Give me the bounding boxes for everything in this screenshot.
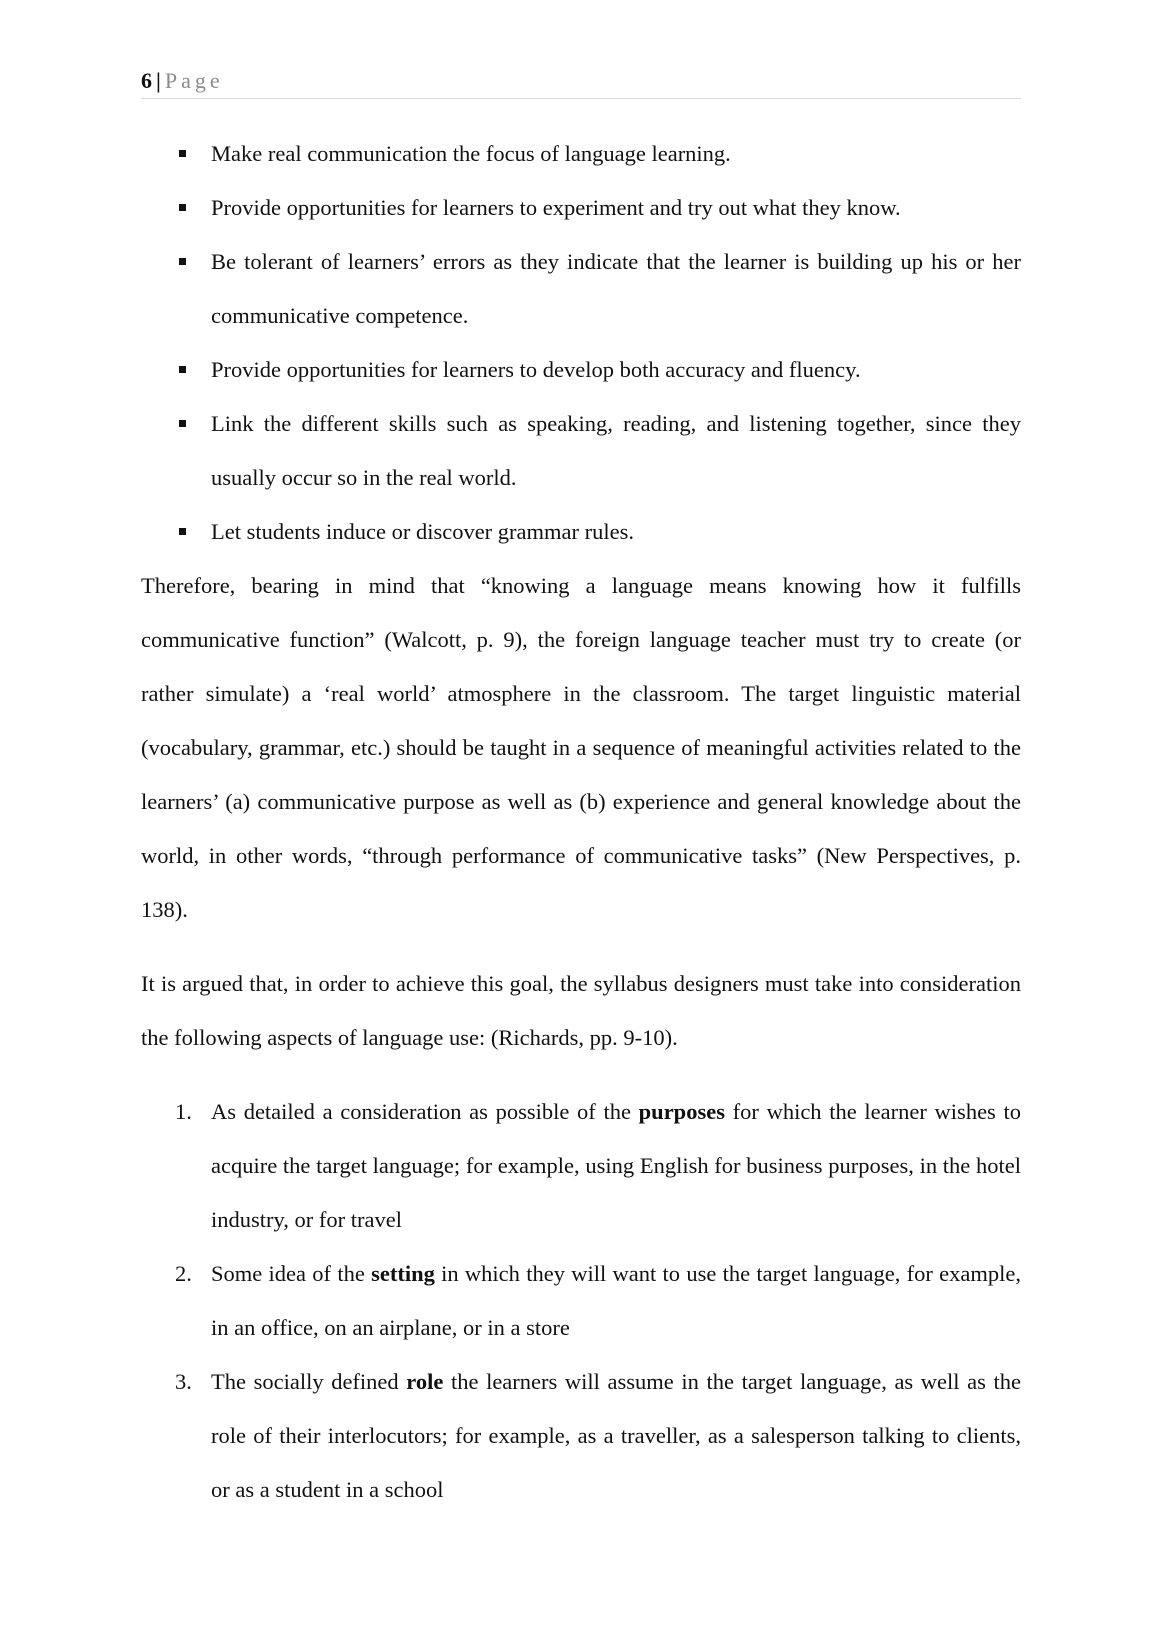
bullet-text: Let students induce or discover grammar rules. bbox=[211, 519, 634, 544]
item-number: 1. bbox=[175, 1099, 192, 1124]
body-paragraph: Therefore, bearing in mind that “knowing a language means knowing how it fulfills communicative function” (Walcott, p. 9), the foreign language teacher must try to create (or rather simulate) a ‘real world’ atmosphere in the classroom. The target linguistic material (vocabulary, grammar, etc.) should be taught in a sequence of meaningful activities related to the learners’ (a) communicative purpose as well as (b) experience and general knowledge about the world, in other words, “through performance of communicative tasks” (New Perspectives, p. 138). bbox=[141, 573, 1021, 922]
square-bullet-icon bbox=[179, 150, 186, 157]
item-number: 2. bbox=[175, 1261, 192, 1286]
list-item bbox=[141, 343, 1021, 397]
list-item bbox=[141, 1355, 1021, 1517]
square-bullet-icon bbox=[179, 366, 186, 373]
list-item bbox=[141, 1085, 1021, 1247]
list-item bbox=[141, 235, 1021, 343]
document-body bbox=[141, 127, 1021, 1517]
bullet-text: Be tolerant of learners’ errors as they indicate that the learner is building up his or her communicative competence. bbox=[211, 249, 1021, 328]
item-text-lead: The socially defined bbox=[211, 1369, 407, 1394]
square-bullet-icon bbox=[179, 528, 186, 535]
numbered-list bbox=[141, 1085, 1021, 1517]
square-bullet-icon bbox=[179, 258, 186, 265]
list-item bbox=[141, 181, 1021, 235]
item-text-rest: in which they will want to use the target language, for example, in an office, on an airplane, or in a store bbox=[211, 1261, 1021, 1340]
bullet-text: Make real communication the focus of language learning. bbox=[211, 141, 731, 166]
bullet-text: Link the different skills such as speaking, reading, and listening together, since they usually occur so in the real world. bbox=[211, 411, 1021, 490]
item-keyword: role bbox=[406, 1369, 444, 1394]
item-text-lead: Some idea of the bbox=[211, 1261, 372, 1286]
item-keyword: purposes bbox=[638, 1099, 725, 1124]
list-item bbox=[141, 397, 1021, 505]
square-bullet-icon bbox=[179, 420, 186, 427]
item-text-rest: for which the learner wishes to acquire the target language; for example, using English for business purposes, in the hotel industry, or for travel bbox=[211, 1099, 1021, 1232]
item-text-rest: the learners will assume in the target language, as well as the role of their interlocutors; for example, as a traveller, as a salesperson talking to clients, or as a student in a school bbox=[211, 1369, 1021, 1502]
item-number: 3. bbox=[175, 1369, 192, 1394]
page-number: 6 bbox=[141, 68, 152, 93]
item-keyword: setting bbox=[371, 1261, 435, 1286]
page-header bbox=[141, 64, 1021, 99]
header-separator: | bbox=[156, 68, 161, 93]
square-bullet-icon bbox=[179, 204, 186, 211]
bullet-text: Provide opportunities for learners to develop both accuracy and fluency. bbox=[211, 357, 861, 382]
bullet-text: Provide opportunities for learners to experiment and try out what they know. bbox=[211, 195, 901, 220]
list-item bbox=[141, 1247, 1021, 1355]
body-paragraph: It is argued that, in order to achieve this goal, the syllabus designers must take into consideration the following aspects of language use: (Richards, pp. 9-10). bbox=[141, 971, 1021, 1050]
bullet-list bbox=[141, 127, 1021, 559]
item-text-lead: As detailed a consideration as possible of the bbox=[211, 1099, 639, 1124]
list-item bbox=[141, 505, 1021, 559]
list-item bbox=[141, 127, 1021, 181]
page-label: Page bbox=[164, 68, 224, 93]
